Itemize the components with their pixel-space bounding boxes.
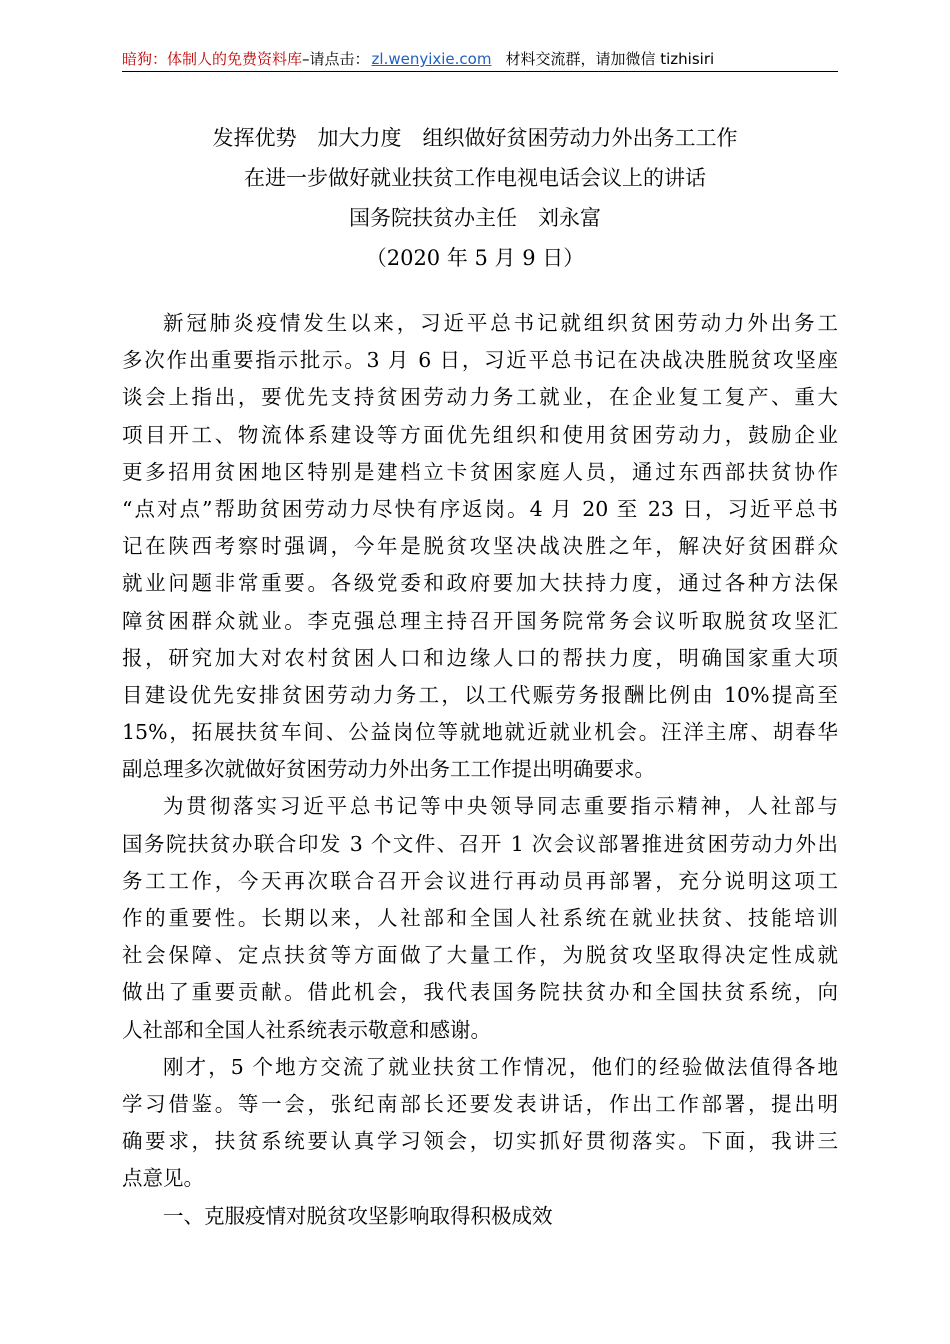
body-line: 为贯彻落实习近平总书记等中央领导同志重要指示精神，人社部与 (163, 794, 838, 819)
body-line: 做出了重要贡献。借此机会，我代表国务院扶贫办和全国扶贫系统，向 (122, 980, 838, 1005)
title-block (0, 118, 950, 278)
document-body (122, 305, 838, 1235)
body-line: 国务院扶贫办联合印发 3 个文件、召开 1 次会议部署推进贫困劳动力外出 (122, 831, 838, 856)
body-line: 15%，拓展扶贫车间、公益岗位等就地就近就业机会。汪洋主席、胡春华 (122, 720, 838, 745)
body-line: 务工工作，今天再次联合召开会议进行再动员再部署，充分说明这项工 (122, 868, 838, 893)
document-title: 发挥优势 加大力度 组织做好贫困劳动力外出务工工作 (212, 126, 738, 150)
body-line: 更多招用贫困地区特别是建档立卡贫困家庭人员，通过东西部扶贫协作 (122, 459, 838, 484)
header-brand-text: 暗狗：体制人的免费资料库 (122, 50, 303, 68)
body-line: 谈会上指出，要优先支持贫困劳动力务工就业，在企业复工复产、重大 (122, 385, 838, 410)
body-line: 多次作出重要指示批示。3 月 6 日，习近平总书记在决战决胜脱贫攻坚座 (122, 348, 838, 373)
body-line: 报，研究加大对农村贫困人口和边缘人口的帮扶力度，明确国家重大项 (122, 645, 838, 670)
body-line: 点意见。 (122, 1166, 204, 1191)
page-header (122, 48, 838, 70)
body-line: 作的重要性。长期以来，人社部和全国人社系统在就业扶贫、技能培训 (122, 906, 838, 930)
document-subtitle: 在进一步做好就业扶贫工作电视电话会议上的讲话 (244, 166, 706, 190)
header-prompt-text: –请点击： (302, 50, 370, 68)
body-line: 人社部和全国人社系统表示敬意和感谢。 (122, 1017, 491, 1042)
header-divider (122, 71, 838, 72)
section-heading: 一、克服疫情对脱贫攻坚影响取得积极成效 (163, 1203, 553, 1228)
body-line: 社会保障、定点扶贫等方面做了大量工作，为脱贫攻坚取得决定性成就 (122, 943, 838, 968)
body-line: 目建设优先安排贫困劳动力务工，以工代赈劳务报酬比例由 10%提高至 (122, 682, 838, 707)
speaker-line: 国务院扶贫办主任 刘永富 (349, 206, 601, 230)
body-line: 学习借鉴。等一会，张纪南部长还要发表讲话，作出工作部署，提出明 (122, 1091, 838, 1116)
body-line: 刚才，5 个地方交流了就业扶贫工作情况，他们的经验做法值得各地 (163, 1054, 838, 1079)
body-line: 记在陕西考察时强调，今年是脱贫攻坚决战决胜之年，解决好贫困群众 (122, 534, 838, 559)
body-line: 就业问题非常重要。各级党委和政府要加大扶持力度，通过各种方法保 (122, 571, 838, 596)
body-line: 项目开工、物流体系建设等方面优先组织和使用贫困劳动力，鼓励企业 (122, 422, 838, 447)
header-website-link[interactable]: zl.wenyixie.com (371, 50, 492, 68)
body-line: 障贫困群众就业。李克强总理主持召开国务院常务会议听取脱贫攻坚汇 (122, 608, 838, 633)
body-line: 确要求，扶贫系统要认真学习领会，切实抓好贯彻落实。下面，我讲三 (122, 1129, 838, 1154)
speech-date: （2020 年 5 月 9 日） (365, 246, 585, 270)
body-line: “点对点”帮助贫困劳动力尽快有序返岗。4 月 20 至 23 日，习近平总书 (122, 496, 838, 521)
body-line: 副总理多次就做好贫困劳动力外出务工工作提出明确要求。 (122, 757, 655, 782)
header-contact-text: 材料交流群，请加微信 tizhisiri (505, 50, 715, 68)
body-line: 新冠肺炎疫情发生以来，习近平总书记就组织贫困劳动力外出务工 (163, 311, 838, 335)
